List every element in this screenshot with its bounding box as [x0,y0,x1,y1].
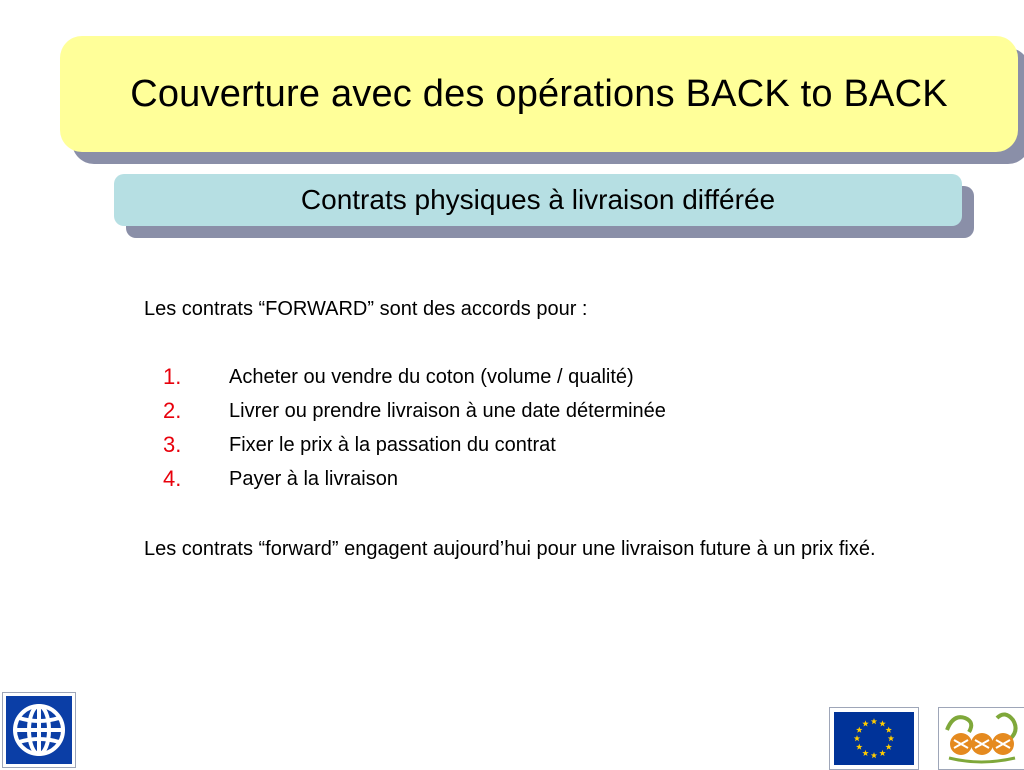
eu-flag-icon [829,707,919,770]
list-item-text: Acheter ou vendre du coton (volume / qualité) [229,366,634,388]
acp-logo-icon [938,707,1024,770]
list-number: 4. [163,466,182,491]
list-item-text: Fixer le prix à la passation du contrat [229,434,556,456]
world-bank-logo-icon [2,692,76,768]
list-number: 3. [163,432,182,457]
title-banner [60,36,1018,152]
list-number: 2. [163,398,182,423]
intro-text: Les contrats “FORWARD” sont des accords pour : [144,298,588,320]
list-item-text: Livrer ou prendre livraison à une date déterminée [229,400,666,422]
subtitle-banner [114,174,962,226]
list-number: 1. [163,364,182,389]
slide-title: Couverture avec des opérations BACK to BACK [130,72,948,115]
slide-subtitle: Contrats physiques à livraison différée [300,184,776,215]
conclusion-text: Les contrats “forward” engagent aujourd’hui pour une livraison future à un prix fixé. [144,538,876,560]
list-item-text: Payer à la livraison [229,468,398,490]
